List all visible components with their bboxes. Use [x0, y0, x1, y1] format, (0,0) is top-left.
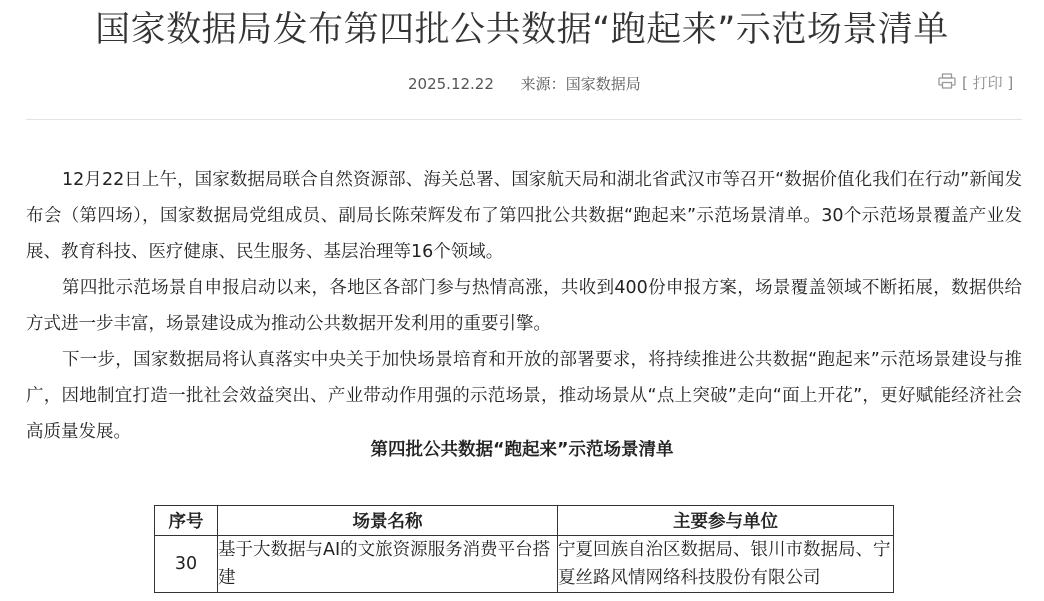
print-button[interactable]	[938, 72, 1013, 93]
row-scenario-name: 基于大数据与AI的文旅资源服务消费平台搭建	[218, 536, 558, 593]
row-participants: 宁夏回族自治区数据局、银川市数据局、宁夏丝路风情网络科技股份有限公司	[558, 536, 894, 593]
article-title: 国家数据局发布第四批公共数据“跑起来”示范场景清单	[95, 10, 949, 50]
paragraph: 12月22日上午，国家数据局联合自然资源部、海关总署、国家航天局和湖北省武汉市等召开“数据价值化我们在行动”新闻发布会（第四场），国家数据局党组成员、副局长陈荣辉发布了第四批公共数据“跑起来”示范场景清单。30个示范场景覆盖产业发展、教育科技、医疗健康、民生服务、基层治理等16个领域。	[26, 170, 1022, 262]
table-row	[155, 536, 894, 593]
header-name: 场景名称	[218, 506, 558, 536]
scenario-table	[154, 505, 894, 593]
table-header-row	[155, 506, 894, 536]
article-meta	[408, 73, 641, 94]
header-num: 序号	[155, 506, 218, 536]
paragraph: 第四批示范场景自申报启动以来，各地区各部门参与热情高涨，共收到400份申报方案，场景覆盖领域不断拓展，数据供给方式进一步丰富，场景建设成为推动公共数据开发利用的重要引擎。	[26, 278, 1022, 334]
publish-date: 2025.12.22	[408, 75, 494, 93]
header-divider	[26, 119, 1022, 120]
source-label: 来源：	[520, 75, 566, 93]
table-title: 第四批公共数据“跑起来”示范场景清单	[370, 440, 674, 460]
header-units: 主要参与单位	[558, 506, 894, 536]
article-body	[26, 162, 1022, 450]
row-num: 30	[155, 536, 218, 593]
source-name: 国家数据局	[565, 75, 641, 93]
paragraph: 下一步，国家数据局将认真落实中央关于加快场景培育和开放的部署要求，将持续推进公共数据“跑起来”示范场景建设与推广，因地制宜打造一批社会效益突出、产业带动作用强的示范场景，推动场景从“点上突破”走向“面上开花”，更好赋能经济社会高质量发展。	[26, 350, 1022, 442]
print-label: [ 打印 ]	[962, 74, 1014, 92]
printer-icon	[938, 73, 956, 93]
